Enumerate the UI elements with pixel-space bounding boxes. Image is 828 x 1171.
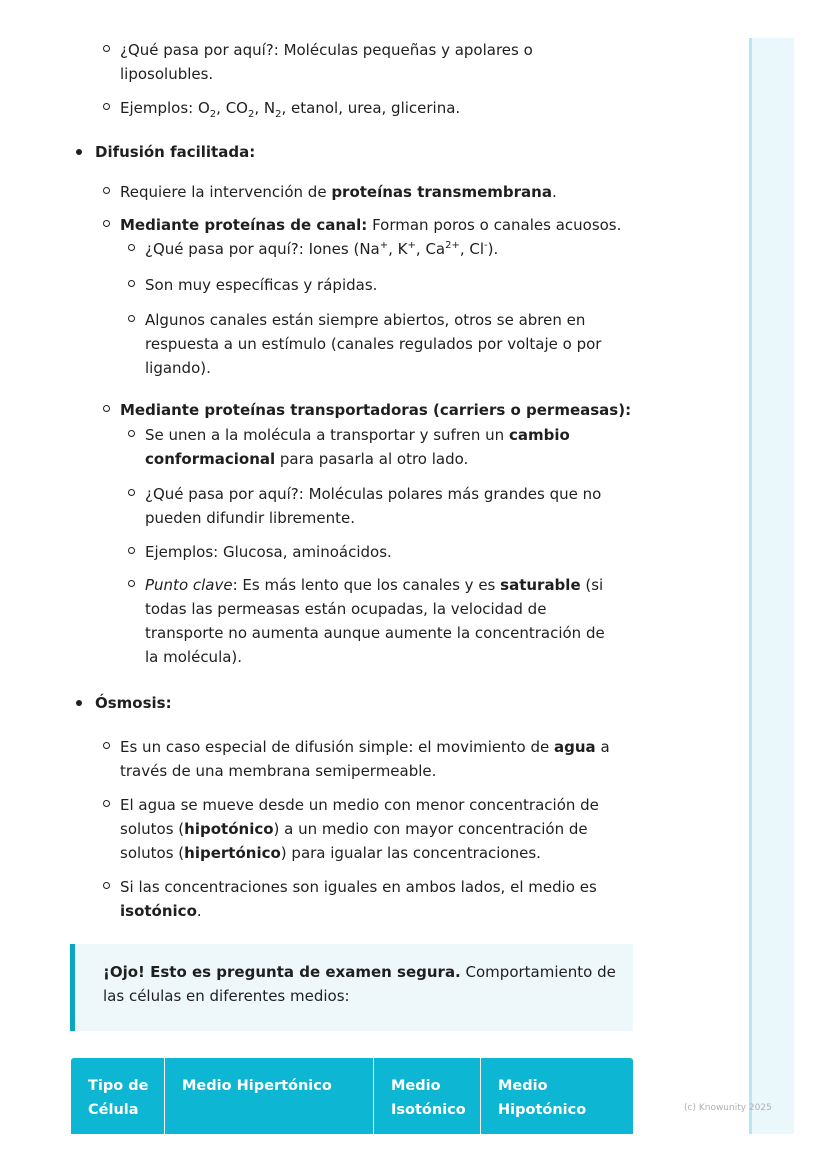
circle-bullet-icon xyxy=(103,187,110,194)
disc-bullet-icon xyxy=(76,149,82,155)
circle-bullet-icon xyxy=(128,547,135,554)
circle-bullet-icon xyxy=(128,244,135,251)
circle-bullet-icon xyxy=(103,405,110,412)
circle-bullet-icon xyxy=(103,45,110,52)
column-divider xyxy=(373,1058,374,1134)
list-item: Ejemplos: Glucosa, aminoácidos. xyxy=(145,543,392,561)
list-item: Se unen a la molécula a transportar y sufren un cambio conformacional para pasarla al otro lado. xyxy=(145,426,570,468)
list-item: ¿Qué pasa por aquí?: Moléculas polares más grandes que no pueden difundir libremente. xyxy=(145,485,602,527)
section-heading: Difusión facilitada: xyxy=(95,143,256,161)
list-item: Es un caso especial de difusión simple: el movimiento de agua a través de una membrana semipermeable. xyxy=(120,738,610,780)
list-item: Si las concentraciones son iguales en ambos lados, el medio es isotónico. xyxy=(120,878,597,920)
list-item: Son muy específicas y rápidas. xyxy=(145,276,378,294)
circle-bullet-icon xyxy=(103,103,110,110)
list-item: Mediante proteínas transportadoras (carriers o permeasas): xyxy=(120,401,632,419)
list-item: Requiere la intervención de proteínas transmembrana. xyxy=(120,183,557,201)
circle-bullet-icon xyxy=(103,800,110,807)
list-item: Algunos canales están siempre abiertos, otros se abren en respuesta a un estímulo (canales regulados por voltaje o por ligando). xyxy=(145,311,602,377)
table-header-cell-hipotonico: Medio Hipotónico xyxy=(498,1078,587,1118)
circle-bullet-icon xyxy=(128,430,135,437)
list-item: ¿Qué pasa por aquí?: Moléculas pequeñas y apolares o liposolubles. xyxy=(120,41,533,83)
table-header-cell-hipertonico: Medio Hipertónico xyxy=(182,1078,332,1094)
list-item: ¿Qué pasa por aquí?: Iones (Na+, K+, $Ca^{2+}$, Cl-). xyxy=(145,240,499,258)
column-divider xyxy=(164,1058,165,1134)
list-item: El agua se mueve desde un medio con menor concentración de solutos (hipotónico) a un medio con mayor concentración de solutos (hipertónico) para igualar las concentraciones. xyxy=(120,796,599,862)
right-sidebar-panel xyxy=(749,38,794,1134)
circle-bullet-icon xyxy=(103,742,110,749)
circle-bullet-icon xyxy=(103,882,110,889)
circle-bullet-icon xyxy=(128,580,135,587)
list-item: Ejemplos: $O_2$, $CO_2$, $N_2$, etanol, urea, glicerina. xyxy=(120,99,461,120)
table-header-cell-isotonico: Medio Isotónico xyxy=(391,1078,466,1118)
list-item: Punto clave: Es más lento que los canales y es saturable (si todas las permeasas están ocupadas, la velocidad de transporte no aumenta aunque aumente la concentración de la molécula). xyxy=(145,576,605,666)
media-comparison-table xyxy=(71,1058,633,1134)
circle-bullet-icon xyxy=(128,280,135,287)
column-divider xyxy=(480,1058,481,1134)
circle-bullet-icon xyxy=(103,220,110,227)
circle-bullet-icon xyxy=(128,489,135,496)
section-heading: Ósmosis: xyxy=(95,694,172,712)
callout-text: ¡Ojo! Esto es pregunta de examen segura. Comportamiento de las células en diferentes medios: xyxy=(103,963,616,1005)
exam-tip-callout xyxy=(70,944,633,1031)
copyright-footer: (c) Knowunity 2025 xyxy=(684,1103,772,1113)
table-header-cell-tipo: Tipo de Célula xyxy=(88,1078,149,1118)
list-item: Mediante proteínas de canal: Forman poros o canales acuosos. xyxy=(120,216,622,234)
circle-bullet-icon xyxy=(128,315,135,322)
disc-bullet-icon xyxy=(76,700,82,706)
